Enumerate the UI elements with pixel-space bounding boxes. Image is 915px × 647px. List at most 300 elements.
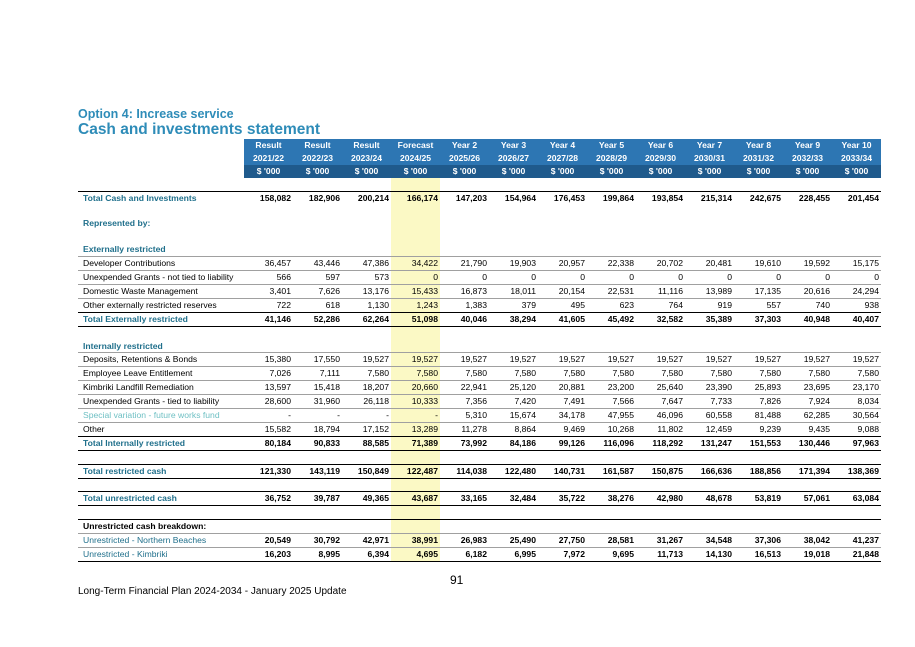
value-cell: - xyxy=(293,409,342,423)
spacer-cell xyxy=(587,230,636,243)
value-cell: 20,881 xyxy=(538,381,587,395)
value-cell: 0 xyxy=(440,271,489,285)
value-cell: 15,674 xyxy=(489,409,538,423)
value-cell: 15,380 xyxy=(244,353,293,367)
spacer-row xyxy=(78,326,881,339)
value-cell: 161,587 xyxy=(587,464,636,478)
value-cell: 23,200 xyxy=(587,381,636,395)
value-cell: 166,174 xyxy=(391,191,440,204)
value-cell: 19,610 xyxy=(734,257,783,271)
value-cell: 0 xyxy=(685,271,734,285)
value-cell: 7,826 xyxy=(734,395,783,409)
value-cell: 60,558 xyxy=(685,409,734,423)
spacer-cell xyxy=(832,450,881,464)
spacer-cell xyxy=(832,326,881,339)
empty-cell xyxy=(244,243,293,256)
spacer-cell xyxy=(440,178,489,191)
empty-cell xyxy=(244,520,293,534)
row-total-cash xyxy=(78,191,881,204)
value-cell: 47,955 xyxy=(587,409,636,423)
spacer-cell xyxy=(440,326,489,339)
value-cell: 19,527 xyxy=(440,353,489,367)
value-cell: 13,289 xyxy=(391,422,440,436)
value-cell: 201,454 xyxy=(832,191,881,204)
value-cell: 597 xyxy=(293,271,342,285)
value-cell: 7,111 xyxy=(293,367,342,381)
spacer-cell xyxy=(78,478,244,492)
row-label: Externally restricted xyxy=(78,243,244,256)
value-cell: 171,394 xyxy=(783,464,832,478)
empty-cell xyxy=(440,340,489,353)
value-cell: 41,237 xyxy=(832,534,881,548)
spacer-cell xyxy=(636,506,685,520)
value-cell: 6,995 xyxy=(489,548,538,562)
empty-cell xyxy=(391,243,440,256)
spacer-cell xyxy=(244,326,293,339)
value-cell: 114,038 xyxy=(440,464,489,478)
value-cell: 0 xyxy=(587,271,636,285)
value-cell: 30,564 xyxy=(832,409,881,423)
empty-cell xyxy=(538,340,587,353)
empty-cell xyxy=(783,243,832,256)
column-unit: $ '000 xyxy=(391,165,440,178)
row-ext-heading xyxy=(78,243,881,256)
value-cell: 9,239 xyxy=(734,422,783,436)
value-cell: 1,383 xyxy=(440,298,489,312)
spacer-cell xyxy=(685,506,734,520)
spacer-cell xyxy=(587,450,636,464)
value-cell: 80,184 xyxy=(244,436,293,450)
spacer-cell xyxy=(685,478,734,492)
value-cell: 46,096 xyxy=(636,409,685,423)
spacer-cell xyxy=(636,178,685,191)
column-header: Year 10 xyxy=(832,139,881,152)
value-cell: 0 xyxy=(538,271,587,285)
value-cell: 20,702 xyxy=(636,257,685,271)
spacer-cell xyxy=(391,205,440,218)
spacer-cell xyxy=(342,506,391,520)
value-cell: 17,135 xyxy=(734,284,783,298)
value-cell: 19,527 xyxy=(538,353,587,367)
page-subtitle: Option 4: Increase service xyxy=(78,107,234,121)
empty-cell xyxy=(293,217,342,230)
header-row-units xyxy=(78,165,881,178)
value-cell: 15,418 xyxy=(293,381,342,395)
value-cell: 150,849 xyxy=(342,464,391,478)
value-cell: 8,995 xyxy=(293,548,342,562)
row-represented-by xyxy=(78,217,881,230)
column-unit: $ '000 xyxy=(832,165,881,178)
column-header: 2027/28 xyxy=(538,152,587,165)
value-cell: 27,750 xyxy=(538,534,587,548)
empty-cell xyxy=(734,243,783,256)
spacer-cell xyxy=(244,478,293,492)
empty-cell xyxy=(342,340,391,353)
spacer-cell xyxy=(440,205,489,218)
spacer-row xyxy=(78,478,881,492)
empty-cell xyxy=(342,217,391,230)
column-header: 2029/30 xyxy=(636,152,685,165)
value-cell: 7,491 xyxy=(538,395,587,409)
spacer-cell xyxy=(685,178,734,191)
value-cell: 11,802 xyxy=(636,422,685,436)
spacer-cell xyxy=(342,230,391,243)
column-unit: $ '000 xyxy=(636,165,685,178)
spacer-cell xyxy=(342,478,391,492)
value-cell: 16,513 xyxy=(734,548,783,562)
value-cell: 25,893 xyxy=(734,381,783,395)
spacer-row xyxy=(78,230,881,243)
value-cell: 0 xyxy=(734,271,783,285)
column-header: 2032/33 xyxy=(783,152,832,165)
value-cell: 15,175 xyxy=(832,257,881,271)
column-header: 2026/27 xyxy=(489,152,538,165)
value-cell: 62,285 xyxy=(783,409,832,423)
value-cell: 20,154 xyxy=(538,284,587,298)
row-label: Employee Leave Entitlement xyxy=(78,367,244,381)
spacer-cell xyxy=(587,478,636,492)
value-cell: 20,660 xyxy=(391,381,440,395)
value-cell: 8,864 xyxy=(489,422,538,436)
spacer-cell xyxy=(342,205,391,218)
spacer-cell xyxy=(587,326,636,339)
row-kimbriki-remed xyxy=(78,381,881,395)
column-header: Year 6 xyxy=(636,139,685,152)
value-cell: 147,203 xyxy=(440,191,489,204)
empty-cell xyxy=(538,217,587,230)
value-cell: 25,490 xyxy=(489,534,538,548)
column-header: Year 9 xyxy=(783,139,832,152)
value-cell: 30,792 xyxy=(293,534,342,548)
empty-cell xyxy=(636,340,685,353)
empty-cell xyxy=(636,217,685,230)
value-cell: 20,549 xyxy=(244,534,293,548)
spacer-cell xyxy=(832,478,881,492)
empty-cell xyxy=(489,520,538,534)
spacer-cell xyxy=(293,230,342,243)
value-cell: 21,790 xyxy=(440,257,489,271)
row-other-ext xyxy=(78,298,881,312)
empty-cell xyxy=(587,340,636,353)
value-cell: 32,582 xyxy=(636,312,685,326)
row-label: Total Cash and Investments xyxy=(78,191,244,204)
value-cell: 7,580 xyxy=(489,367,538,381)
value-cell: 0 xyxy=(489,271,538,285)
value-cell: 7,420 xyxy=(489,395,538,409)
value-cell: 11,278 xyxy=(440,422,489,436)
empty-cell xyxy=(734,340,783,353)
row-label: Total restricted cash xyxy=(78,464,244,478)
column-header: 2024/25 xyxy=(391,152,440,165)
row-label: Deposits, Retentions & Bonds xyxy=(78,353,244,367)
page-number: 91 xyxy=(450,573,464,587)
spacer-cell xyxy=(636,450,685,464)
cash-investments-table xyxy=(78,139,881,562)
value-cell: 19,527 xyxy=(783,353,832,367)
empty-cell xyxy=(783,217,832,230)
value-cell: 42,980 xyxy=(636,492,685,506)
value-cell: 7,733 xyxy=(685,395,734,409)
column-header: Year 3 xyxy=(489,139,538,152)
spacer-cell xyxy=(832,506,881,520)
value-cell: 13,597 xyxy=(244,381,293,395)
spacer-cell xyxy=(342,178,391,191)
value-cell: 15,433 xyxy=(391,284,440,298)
value-cell: 22,941 xyxy=(440,381,489,395)
empty-cell xyxy=(783,520,832,534)
row-label: Domestic Waste Management xyxy=(78,284,244,298)
empty-cell xyxy=(587,217,636,230)
spacer-cell xyxy=(783,178,832,191)
header-spacer xyxy=(78,152,244,165)
row-label: Kimbriki Landfill Remediation xyxy=(78,381,244,395)
empty-cell xyxy=(391,520,440,534)
empty-cell xyxy=(244,217,293,230)
column-unit: $ '000 xyxy=(440,165,489,178)
value-cell: 11,116 xyxy=(636,284,685,298)
value-cell: 131,247 xyxy=(685,436,734,450)
value-cell: 19,527 xyxy=(342,353,391,367)
spacer-cell xyxy=(783,230,832,243)
value-cell: 19,527 xyxy=(734,353,783,367)
row-label: Unrestricted - Kimbriki xyxy=(78,548,244,562)
value-cell: 7,580 xyxy=(636,367,685,381)
empty-cell xyxy=(587,520,636,534)
spacer-cell xyxy=(244,450,293,464)
value-cell: 7,924 xyxy=(783,395,832,409)
value-cell: 90,833 xyxy=(293,436,342,450)
row-unexp-tied xyxy=(78,395,881,409)
spacer-cell xyxy=(440,506,489,520)
column-header: Result xyxy=(342,139,391,152)
value-cell: 23,390 xyxy=(685,381,734,395)
value-cell: 143,119 xyxy=(293,464,342,478)
value-cell: 7,647 xyxy=(636,395,685,409)
value-cell: 57,061 xyxy=(783,492,832,506)
spacer-cell xyxy=(734,506,783,520)
spacer-cell xyxy=(538,478,587,492)
value-cell: 166,636 xyxy=(685,464,734,478)
value-cell: 49,365 xyxy=(342,492,391,506)
empty-cell xyxy=(440,520,489,534)
value-cell: 23,170 xyxy=(832,381,881,395)
spacer-row xyxy=(78,205,881,218)
document-footer: Long-Term Financial Plan 2024-2034 - January 2025 Update xyxy=(78,586,347,597)
column-unit: $ '000 xyxy=(538,165,587,178)
value-cell: 122,487 xyxy=(391,464,440,478)
value-cell: 19,527 xyxy=(587,353,636,367)
column-header: 2033/34 xyxy=(832,152,881,165)
value-cell: 38,294 xyxy=(489,312,538,326)
spacer-cell xyxy=(391,478,440,492)
page-title: Cash and investments statement xyxy=(78,121,321,138)
row-unres-nb xyxy=(78,534,881,548)
value-cell: 28,581 xyxy=(587,534,636,548)
spacer-cell xyxy=(636,205,685,218)
spacer-cell xyxy=(734,450,783,464)
row-domestic-waste xyxy=(78,284,881,298)
value-cell: 20,957 xyxy=(538,257,587,271)
row-dev-contrib xyxy=(78,257,881,271)
value-cell: 34,422 xyxy=(391,257,440,271)
row-label: Developer Contributions xyxy=(78,257,244,271)
spacer-cell xyxy=(391,326,440,339)
spacer-cell xyxy=(734,205,783,218)
value-cell: 12,459 xyxy=(685,422,734,436)
row-unres-kim xyxy=(78,548,881,562)
value-cell: 150,875 xyxy=(636,464,685,478)
spacer-cell xyxy=(783,478,832,492)
spacer-cell xyxy=(244,230,293,243)
empty-cell xyxy=(293,520,342,534)
column-header: Forecast xyxy=(391,139,440,152)
value-cell: 19,903 xyxy=(489,257,538,271)
spacer-cell xyxy=(489,230,538,243)
spacer-cell xyxy=(783,326,832,339)
value-cell: 193,854 xyxy=(636,191,685,204)
spacer-cell xyxy=(538,506,587,520)
column-header: 2022/23 xyxy=(293,152,342,165)
value-cell: 722 xyxy=(244,298,293,312)
value-cell: 26,983 xyxy=(440,534,489,548)
value-cell: - xyxy=(244,409,293,423)
value-cell: 7,580 xyxy=(685,367,734,381)
value-cell: 13,989 xyxy=(685,284,734,298)
value-cell: 13,176 xyxy=(342,284,391,298)
row-total-int xyxy=(78,436,881,450)
value-cell: 7,580 xyxy=(440,367,489,381)
spacer-cell xyxy=(489,506,538,520)
empty-cell xyxy=(342,243,391,256)
empty-cell xyxy=(832,340,881,353)
value-cell: 88,585 xyxy=(342,436,391,450)
empty-cell xyxy=(440,243,489,256)
empty-cell xyxy=(685,243,734,256)
value-cell: 7,972 xyxy=(538,548,587,562)
value-cell: 84,186 xyxy=(489,436,538,450)
value-cell: 19,018 xyxy=(783,548,832,562)
spacer-cell xyxy=(293,450,342,464)
column-header: Result xyxy=(293,139,342,152)
value-cell: 22,338 xyxy=(587,257,636,271)
spacer-cell xyxy=(538,326,587,339)
spacer-cell xyxy=(587,178,636,191)
value-cell: 566 xyxy=(244,271,293,285)
empty-cell xyxy=(734,520,783,534)
value-cell: 573 xyxy=(342,271,391,285)
spacer-cell xyxy=(391,506,440,520)
value-cell: 25,640 xyxy=(636,381,685,395)
row-total-restricted xyxy=(78,464,881,478)
spacer-cell xyxy=(391,178,440,191)
value-cell: 7,580 xyxy=(587,367,636,381)
column-header: Result xyxy=(244,139,293,152)
value-cell: 43,446 xyxy=(293,257,342,271)
table-body xyxy=(78,139,881,561)
value-cell: 99,126 xyxy=(538,436,587,450)
value-cell: 158,082 xyxy=(244,191,293,204)
value-cell: 618 xyxy=(293,298,342,312)
row-label: Unrestricted cash breakdown: xyxy=(78,520,244,534)
value-cell: 122,480 xyxy=(489,464,538,478)
value-cell: 36,752 xyxy=(244,492,293,506)
spacer-cell xyxy=(734,178,783,191)
value-cell: 47,386 xyxy=(342,257,391,271)
column-header: Year 5 xyxy=(587,139,636,152)
row-label: Total unrestricted cash xyxy=(78,492,244,506)
empty-cell xyxy=(734,217,783,230)
row-label: Unexpended Grants - tied to liability xyxy=(78,395,244,409)
value-cell: 0 xyxy=(783,271,832,285)
value-cell: 32,484 xyxy=(489,492,538,506)
value-cell: 215,314 xyxy=(685,191,734,204)
value-cell: 40,948 xyxy=(783,312,832,326)
spacer-cell xyxy=(489,205,538,218)
spacer-cell xyxy=(78,326,244,339)
value-cell: 9,695 xyxy=(587,548,636,562)
column-header: Year 8 xyxy=(734,139,783,152)
row-label: Total Internally restricted xyxy=(78,436,244,450)
spacer-cell xyxy=(538,450,587,464)
value-cell: 17,550 xyxy=(293,353,342,367)
value-cell: 9,088 xyxy=(832,422,881,436)
value-cell: 31,267 xyxy=(636,534,685,548)
value-cell: 9,469 xyxy=(538,422,587,436)
value-cell: 35,722 xyxy=(538,492,587,506)
column-header: 2028/29 xyxy=(587,152,636,165)
spacer-cell xyxy=(489,478,538,492)
column-header: Year 2 xyxy=(440,139,489,152)
empty-cell xyxy=(489,217,538,230)
empty-cell xyxy=(293,243,342,256)
spacer-cell xyxy=(783,506,832,520)
spacer-cell xyxy=(685,230,734,243)
value-cell: 34,178 xyxy=(538,409,587,423)
row-label: Other xyxy=(78,422,244,436)
row-deposits xyxy=(78,353,881,367)
value-cell: 6,394 xyxy=(342,548,391,562)
value-cell: 16,203 xyxy=(244,548,293,562)
value-cell: 118,292 xyxy=(636,436,685,450)
value-cell: 22,531 xyxy=(587,284,636,298)
value-cell: 43,687 xyxy=(391,492,440,506)
value-cell: 53,819 xyxy=(734,492,783,506)
column-unit: $ '000 xyxy=(783,165,832,178)
value-cell: 97,963 xyxy=(832,436,881,450)
spacer-cell xyxy=(293,478,342,492)
value-cell: 28,600 xyxy=(244,395,293,409)
value-cell: 938 xyxy=(832,298,881,312)
value-cell: 154,964 xyxy=(489,191,538,204)
column-header: 2021/22 xyxy=(244,152,293,165)
value-cell: 1,130 xyxy=(342,298,391,312)
value-cell: 37,306 xyxy=(734,534,783,548)
row-breakdown xyxy=(78,520,881,534)
value-cell: 121,330 xyxy=(244,464,293,478)
spacer-cell xyxy=(587,205,636,218)
value-cell: - xyxy=(342,409,391,423)
value-cell: 7,580 xyxy=(832,367,881,381)
value-cell: 40,046 xyxy=(440,312,489,326)
value-cell: 34,548 xyxy=(685,534,734,548)
value-cell: 31,960 xyxy=(293,395,342,409)
column-unit: $ '000 xyxy=(587,165,636,178)
row-label: Internally restricted xyxy=(78,340,244,353)
spacer-cell xyxy=(832,205,881,218)
value-cell: - xyxy=(391,409,440,423)
value-cell: 7,356 xyxy=(440,395,489,409)
empty-cell xyxy=(244,340,293,353)
